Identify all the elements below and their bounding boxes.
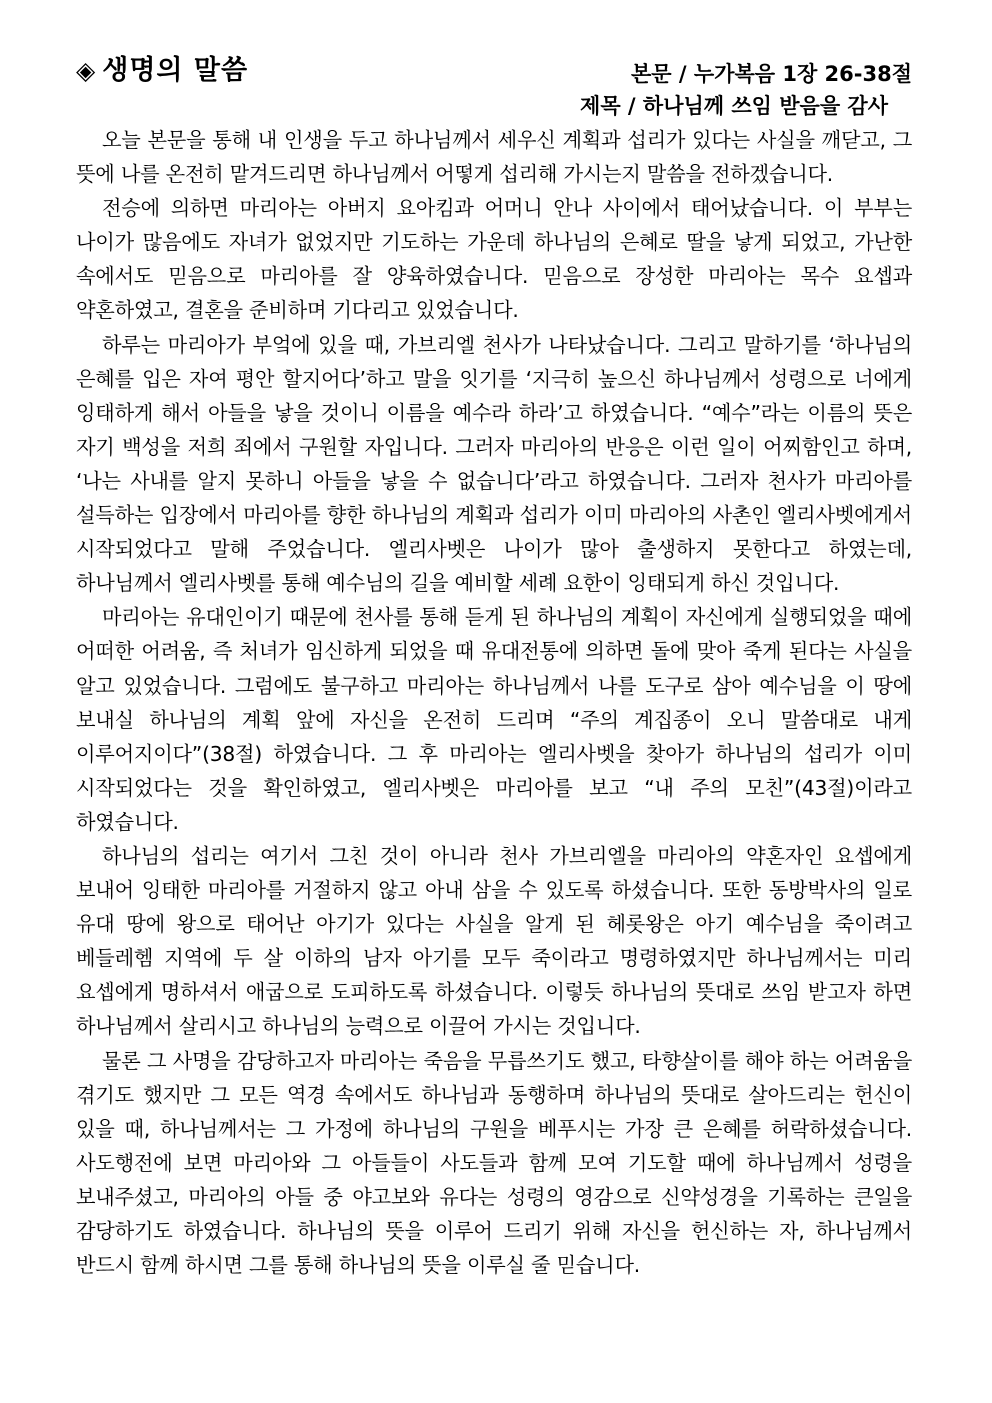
paragraph-4: 마리아는 유대인이기 때문에 천사를 통해 듣게 된 하나님의 계획이 자신에게 실행되었을 때에 어떠한 어려움, 즉 처녀가 임신하게 되었을 때 유대전통에 의하면 돌에 맞아 죽게 된다는 사실을 알고 있었습니다. 그럼에도 불구하고 마리아는 하나님께서 나를 도구로 삼아 예수님을 이 땅에 보내실 하나님의 계획 앞에 자신을 온전히 드리며 “주의 계집종이 오니 말씀대로 내게 이루어지이다”(38절) 하였습니다. 그 후 마리아는 엘리사벳을 찾아가 하나님의 섭리가 이미 시작되었다는 것을 확인하였고, 엘리사벳은 마리아를 보고 “내 주의 모친”(43절)이라고 하였습니다. [76,605,912,834]
paragraph-6: 물론 그 사명을 감당하고자 마리아는 죽음을 무릅쓰기도 했고, 타향살이를 해야 하는 어려움을 겪기도 했지만 그 모든 역경 속에서도 하나님과 동행하며 하나님의 뜻대로 살아드리는 헌신이 있을 때, 하나님께서는 그 가정에 하나님의 구원을 베푸시는 가장 큰 은혜를 허락하셨습니다. 사도행전에 보면 마리아와 그 아들들이 사도들과 함께 모여 기도할 때에 하나님께서 성령을 보내주셨고, 마리아의 아들 중 야고보와 유다는 성령의 영감으로 신약성경을 기록하는 큰일을 감당하기도 하였습니다. 하나님의 뜻을 이루어 드리기 위해 자신을 헌신하는 자, 하나님께서 반드시 함께 하시면 그를 통해 하나님의 뜻을 이루실 줄 믿습니다. [76,1048,912,1278]
paragraph-5: 하나님의 섭리는 여기서 그친 것이 아니라 천사 가브리엘을 마리아의 약혼자인 요셉에게 보내어 잉태한 마리아를 거절하지 않고 아내 삼을 수 있도록 하셨습니다. 또한 동방박사의 일로 유대 땅에 왕으로 태어난 아기가 있다는 사실을 알게 된 헤롯왕은 아기 예수님을 죽이려고 베들레헴 지역에 두 살 이하의 남자 아기를 모두 죽이라고 명령하였지만 하나님께서는 미리 요셉에게 명하셔서 애굽으로 도피하도록 하셨습니다. 이렇듯 하나님의 뜻대로 쓰임 받고자 하면 하나님께서 살리시고 하나님의 능력으로 이끌어 가시는 것입니다. [76,843,912,1039]
sermon-body [76,123,912,1282]
diamond-bullet-icon: ◈ [76,56,97,85]
paragraph-2: 전승에 의하면 마리아는 아버지 요아킴과 어머니 안나 사이에서 태어났습니다. 이 부부는 나이가 많음에도 자녀가 없었지만 기도하는 가운데 하나님의 은혜로 딸을 낳게 되었고, 가난한 속에서도 믿음으로 마리아를 잘 양육하였습니다. 믿음으로 장성한 마리아는 목수 요셉과 약혼하였고, 결혼을 준비하며 기다리고 있었습니다. [76,196,912,323]
paragraph-3: 하루는 마리아가 부엌에 있을 때, 가브리엘 천사가 나타났습니다. 그리고 말하기를 ‘하나님의 은혜를 입은 자여 평안 할지어다’하고 말을 잇기를 ‘지극히 높으신 하나님께서 성령으로 너에게 잉태하게 해서 아들을 낳을 것이니 이름을 예수라 하라’고 하였습니다. “예수”라는 이름의 뜻은 자기 백성을 저희 죄에서 구원할 자입니다. 그러자 마리아의 반응은 이런 일이 어찌함인고 하며, ‘나는 사내를 알지 못하니 아들을 낳을 수 없습니다’라고 하였습니다. 그러자 천사가 마리아를 설득하는 입장에서 마리아를 향한 하나님의 계획과 섭리가 이미 마리아의 사촌인 엘리사벳에게서 시작되었다고 말해 주었습니다. 엘리사벳은 나이가 많아 출생하지 못한다고 하였는데, 하나님께서 엘리사벳를 통해 예수님의 길을 예비할 세례 요한이 잉태되게 하신 것입니다. [76,332,912,596]
sermon-subject: 제목 / 하나님께 쓰임 받음을 감사 [580,94,888,118]
paragraph-1: 오늘 본문을 통해 내 인생을 두고 하나님께서 세우신 계획과 섭리가 있다는 사실을 깨닫고, 그 뜻에 나를 온전히 맡겨드리면 하나님께서 어떻게 섭리해 가시는지 말씀을 전하겠습니다. [76,128,912,187]
scripture-reference: 본문 / 누가복음 1장 26-38절 [631,62,912,86]
section-title [76,48,248,87]
section-title-text: 생명의 말씀 [102,55,249,86]
page-header [0,0,992,125]
